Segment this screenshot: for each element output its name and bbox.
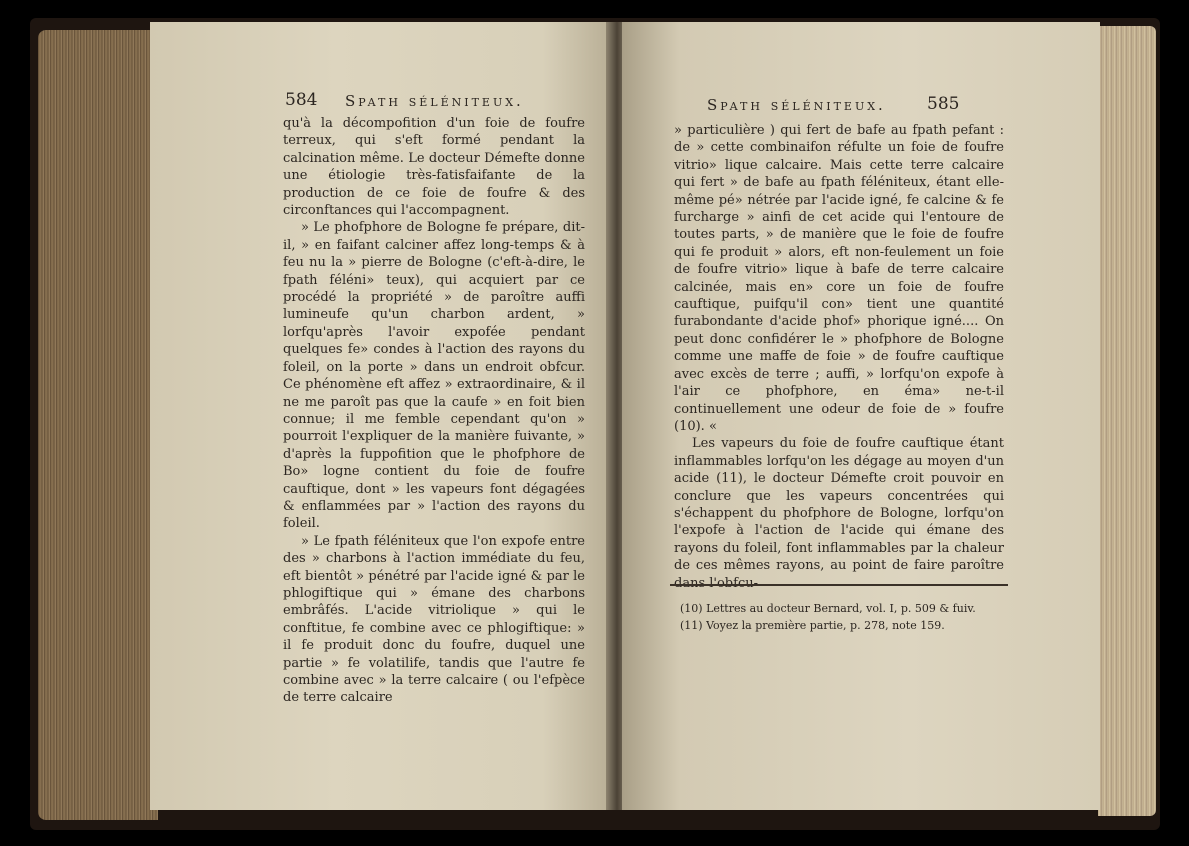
right-page <box>622 22 1100 810</box>
page-number: 585 <box>927 94 960 114</box>
page-edges-right <box>1098 26 1156 816</box>
running-title: Spath séléniteux. <box>707 96 886 114</box>
left-page <box>150 22 612 810</box>
page-edges-left <box>38 30 158 820</box>
running-title: Spath séléniteux. <box>345 92 524 110</box>
footnote: (11) Voyez la première partie, p. 278, note 159. <box>680 619 945 632</box>
body-text <box>674 122 1004 592</box>
paragraph: » Le phofphore de Bologne fe prépare, dit-il, » en faifant calciner affez long-temps & à feu nu la » pierre de Bologne (c'eft-à-dire, le fpath féléni» teux), qui acquiert par ce procédé la propriété » de paroître auffi lumineufe qu'un charbon ardent, » lorfqu'après l'avoir expofée pendant quelques fe» condes à l'action des rayons du foleil, on la porte » dans un endroit obfcur. Ce phénomène eft affez » extraordinaire, & il ne me paroît pas que la caufe » en foit bien connue; il me femble cependant qu'on » pourroit l'expliquer de la manière fuivante, » d'après la fuppofition que le phofphore de Bo» logne contient du foie de foufre cauftique, dont » les vapeurs font dégagées & enflammées par » l'action des rayons du foleil. <box>283 220 585 532</box>
paragraph: » Le fpath féléniteux que l'on expofe entre des » charbons à l'action immédiate du feu, eft bientôt » pénétré par l'acide igné & par le phlogiftique qui » émane des charbons embrâfés. L'acide vitriolique » qui le conftitue, fe combine avec ce phlogiftique: » il fe produit donc du foufre, duquel une partie » fe volatilife, tandis que l'autre fe combine avec » la terre calcaire ( ou l'efpèce de terre calcaire <box>283 533 585 706</box>
footnote: (10) Lettres au docteur Bernard, vol. I, p. 509 & fuiv. <box>680 602 976 615</box>
body-text <box>283 115 585 707</box>
footnote-divider <box>670 584 1008 586</box>
paragraph: qu'à la décompofition d'un foie de foufre terreux, qui s'eft formé pendant la calcination même. Le docteur Démefte donne une étiologie très-fatisfaifante de la production de ce foie de foufre & des circonftances qui l'accompagnent. <box>283 116 585 219</box>
page-number: 584 <box>285 90 318 110</box>
footnotes <box>680 600 1010 634</box>
paragraph: » particulière ) qui fert de bafe au fpath pefant : de » cette combinaifon réfulte un foie de foufre vitrio» lique calcaire. Mais cette terre calcaire qui fert » de bafe au fpath féléniteux, étant elle-même pé» nétrée par l'acide igné, fe calcine & fe furcharge » ainfi de cet acide qui l'entoure de toutes parts, » de manière que le foie de foufre qui fe produit » alors, eft non-feulement un foie de foufre vitrio» lique à bafe de terre calcaire calcinée, mais en» core un foie de foufre cauftique, puifqu'il con» tient une quantité furabondante d'acide phof» phorique igné.... On peut donc confidérer le » phofphore de Bologne comme une maffe de foie » de foufre cauftique avec excès de terre ; auffi, » lorfqu'on expofe à l'air ce phofphore, en éma» ne-t-il continuellement une odeur de foie de » foufre (10). « <box>674 123 1004 434</box>
paragraph: Les vapeurs du foie de foufre cauftique étant inflammables lorfqu'on les dégage au moyen d'un acide (11), le docteur Démefte croit pouvoir en conclure que les vapeurs concentrées qui s'échappent du phofphore de Bologne, lorfqu'on l'expofe à l'action de l'acide qui émane des rayons du foleil, font inflammables par la chaleur de ces mêmes rayons, au point de faire paroître <box>674 436 1004 574</box>
